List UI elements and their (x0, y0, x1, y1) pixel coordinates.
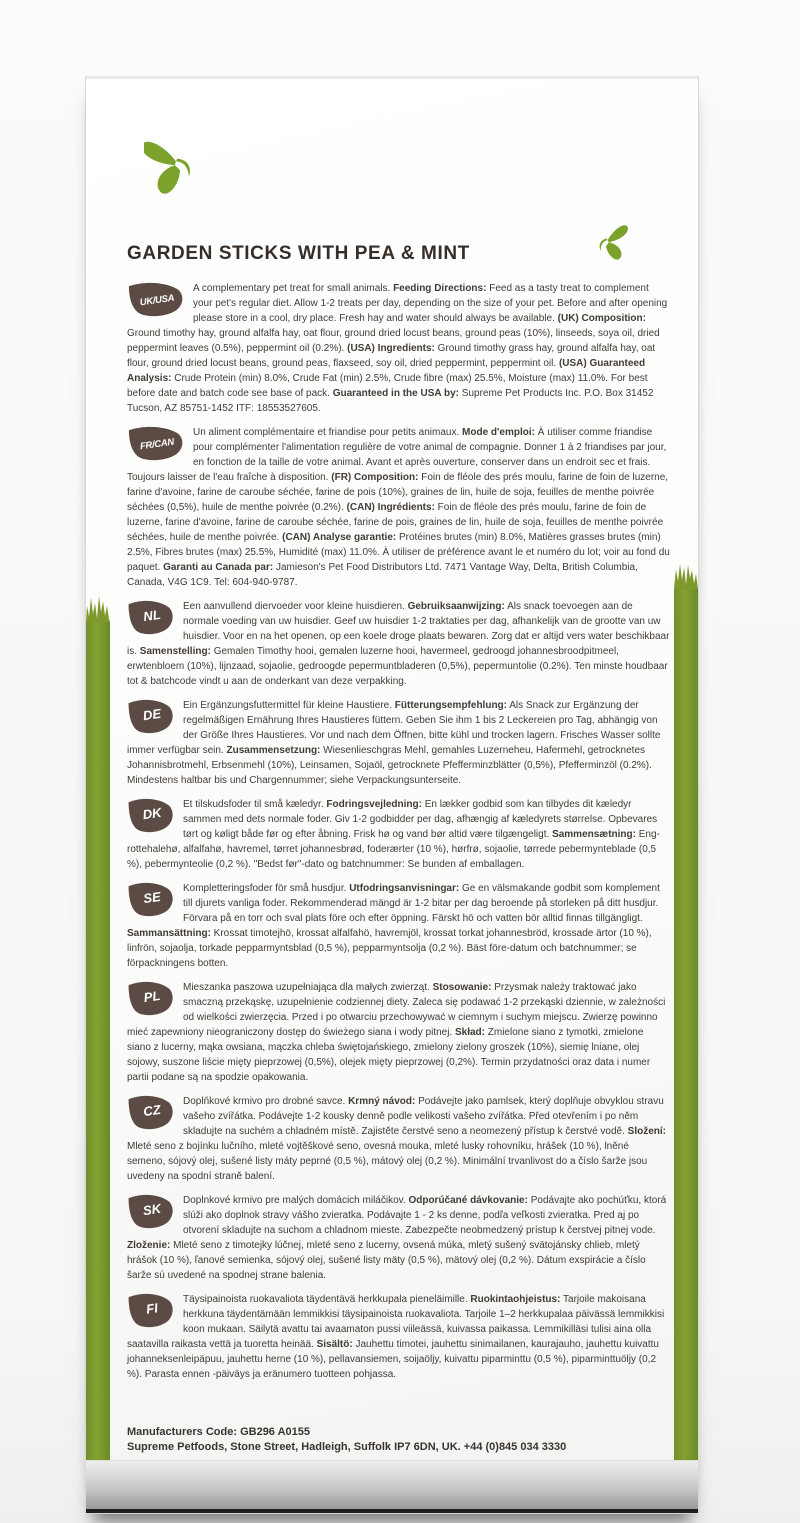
language-section (127, 698, 670, 788)
grass-edge-right (674, 588, 698, 1465)
language-badge-label: SE (142, 888, 162, 907)
language-badge (127, 425, 184, 462)
label-content (127, 243, 670, 1391)
language-badge-label: DE (142, 705, 162, 724)
section-text: Un aliment complémentaire et friandise pour petits animaux. Mode d'emploi: À utiliser comme friandise pour complémenter l'alimentation regulière de votre animal de compagnie. Donner 1 à 2 friandises par jour, en fonction de la taille de votre animal. Avant et après ouverture, conserver dans un endroit sec et frais. Toujours laisser de l'eau fraîche à disposition. (FR) Composition: Foin de fléole des prés moulu, farine de foin de luzerne, farine d'avoine, farine de caroube séchée, farine de pois (10%), graines de lin, huile de soja, feuilles de menthe poivrée séchées (0,5%), huile de menthe poivrée (0.2%). (CAN) Ingrédients: Foin de fléole des prés moulu, farine de foin de luzerne, farine d'avoine, farine de caroube séchée, farine de pois, graines de lin, huile de soja, feuilles de menthe poivrée séchées, huile de menthe poivrée. (CAN) Analyse garantie: Protéines brutes (min) 8.0%, Matières grasses brutes (min) 2.5%, Fibres brutes (max) 25.5%, Humidité (max) 11.0%. À utiliser de préférence avant le et numéro du lot; voir au fond du paquet. Garanti au Canada par: Jamieson's Pet Food Distributors Ltd. 7471 Vantage Way, Delta, British Columbia, Canada, V4G 1C9. Tel: 604-940-9787. (127, 427, 670, 588)
manufacturer-code: Manufacturers Code: GB296 A0155 (127, 1426, 310, 1438)
language-badge-label: PL (142, 987, 162, 1006)
manufacturer-address: Supreme Petfoods, Stone Street, Hadleigh, Suffolk IP7 6DN, UK. +44 (0)845 034 3330 (127, 1441, 567, 1453)
section-text: Ein Ergänzungsfuttermittel für kleine Haustiere. Fütterungsempfehlung: Als Snack zur Ergänzung der regelmäßigen Ernährung Ihres Haustieres füttern. Geben Sie ihm 1 bis 2 Leckereien pro Tag, abhängig von der Größe Ihres Haustieres. Vor und nach dem Öffnen, bitte kühl und trocken lagern. Frisches Wasser sollte immer verfügbar sein. Zusammensetzung: Wiesenlieschgras Mehl, gemahles Luzerneheu, Hafermehl, getrocknetes Johannisbrotmehl, Erbsenmehl (10%), Leinsamen, Sojaöl, getrocknete Pfefferminzblätter (0,5%), Pfefferminzöl (0.2%). Mindestens haltbar bis und Chargennummer; siehe Verpackungsunterseite. (127, 700, 661, 786)
language-badge (127, 1094, 174, 1131)
section-text: Kompletteringsfoder för små husdjur. Utfodringsanvisningar: Ge en välsmakande godbit som komplement till djurets vanliga foder. Rekommenderad mängd är 1-2 bitar per dag beroende på storleken på ditt husdjur. Förvara på en torr och sval plats före och efter öppning. Färskt hö och vatten bör alltid finnas tillgängligt. Sammansättning: Krossat timotejhö, krossat alfalfahö, havremjöl, krossat torkat johannesbröd, krossade ärtor (10 %), linfrön, sojaolja, torkade pepparmyntsblad (0,5 %), pepparmyntsolja (0,2 %). Bäst före-datum och batchnummer; se förpackningens botten. (127, 883, 660, 969)
language-badge-label: FR/CAN (139, 436, 175, 453)
language-section (127, 599, 670, 689)
manufacturer-info (127, 1425, 670, 1455)
section-text: Mieszanka paszowa uzupełniająca dla małych zwierząt. Stosowanie: Przysmak należy traktować jako smaczną przekąskę, uzupełnienie codziennej diety. Zaleca się podawać 1-2 przekąski dziennie, w zależności od wielkości zwierzęcia. Przed i po otwarciu przechowywać w ciemnym i suchym miejscu. Zwierzę powinno mieć zapewniony nieograniczony dostęp do świeżego siana i wody pitnej. Skład: Zmielone siano z tymotki, zmielone siano z lucerny, mąka owsiana, mączka chleba świętojańskiego, zmielony zielony groszek (10%), siemię lniane, olej sojowy, suszone liście mięty pieprzowej (0,5%), olejek mięty pieprzowej (0,2%). Termin przydatności oraz data i numer partii podane są na spodzie opakowania. (127, 982, 666, 1083)
language-badge-label: CZ (142, 1101, 162, 1120)
language-badge-label: UK/USA (139, 292, 175, 309)
language-badge-label: NL (142, 606, 162, 625)
language-badge (127, 281, 184, 318)
section-text: Een aanvullend diervoeder voor kleine huisdieren. Gebruiksaanwijzing: Als snack toevoegen aan de normale voeding van uw huisdier. Geef uw huisdier 1-2 traktaties per dag, afhankelijk van de grootte van uw huisdier. Voor en na het openen, op een koele droge plaats bewaren. Zorg dat er altijd vers water beschikbaar is. Samenstelling: Gemalen Timothy hooi, gemalen luzerne hooi, havermeel, gedroogd johannesbroodpitmeel, erwtenbloem (10%), lijnzaad, sojaolie, gedroogde pepermuntbladeren (0,5%), pepermuntolie (0.2%). Ten minste houdbaar tot & batchcode vindt u aan de onderkant van deze verpakking. (127, 601, 670, 687)
language-section (127, 797, 670, 872)
section-text: Täysipainoista ruokavaliota täydentävä herkkupala pieneläimille. Ruokintaohjeistus: Tarjoile makoisana herkkuna täydentämään lemmikkisi täysipainoista ruokavaliota. Tarjoile 1–2 herkkupalaa päivässä lemmikkisi koon mukaan. Säilytä avattu tai avaamaton pussi viileässä, kuivassa paikassa. Lemmikilläsi tulisi aina olla saatavilla raikasta vettä ja tuoretta heinää. Sisältö: Jauhettu timotei, jauhettu sinimailanen, kaurajauho, jauhettu kuivattu johanneksenleipäpuu, jauhettu herne (10 %), pellavansiemen, soijaöljy, kuivattu piparminttu (0,5 %), piparminttuöljy (0,2 %). Parasta ennen -päiväys ja eränumero tuotteen pohjassa. (127, 1294, 665, 1380)
grass-fringe-icon (86, 595, 110, 622)
language-badge-label: FI (145, 1300, 159, 1317)
product-title: GARDEN STICKS WITH PEA & MINT (127, 243, 470, 264)
butterfly-icon-large (144, 125, 210, 197)
section-text: Doplňkové krmivo pro drobné savce. Krmný návod: Podávejte jako pamlsek, který doplňuje obvyklou stravu vašeho zvířátka. Podávejte 1-2 kousky denně podle velikosti vašeho zvířátka. Před otevřením i po něm skladujte na suchém a chladném místě. Zajistěte čerstvé seno a neomezený přístup k čerstvé vodě. Složení: Mleté seno z bojínku lučního, mleté vojtěškové seno, ovesná mouka, mleté lusky rohovníku, hrášek (10 %), lněné semeno, sójový olej, sušené listy máty peprné (0,5 %), mátový olej (0,2 %). Minimální trvanlivost do a číslo šarže jsou uvedeny na spodní straně balení. (127, 1096, 667, 1182)
language-section (127, 1292, 670, 1382)
section-text: Doplnkové krmivo pre malých domácich miláčikov. Odporúčané dávkovanie: Podávajte ako pochúťku, ktorá slúži ako doplnok stravy vášho zvieratka. Podávajte 1 - 2 ks denne, podľa veľkosti zvieratka. Pred aj po otvorení skladujte na suchom a chladnom mieste. Zabezpečte neobmedzený prístup k čerstvej pitnej vode. Zloženie: Mleté seno z timotejky lúčnej, mleté seno z lucerny, ovsená múka, mletý sušený svätojánsky chlieb, mletý hrášok (10 %), ľanové semienka, sójový olej, sušené listy mäty (0,5 %), mätový olej (0,2 %). Dátum exspirácie a číslo šarže sú uvedené na spodnej strane balenia. (127, 1195, 667, 1281)
grass-edge-left (86, 621, 110, 1465)
package-back-panel (85, 76, 699, 1514)
section-text: Et tilskudsfoder til små kæledyr. Fodringsvejledning: En lækker godbid som kan tilbydes dit kæledyr sammen med dets normale foder. Giv 1-2 godbidder per dag, afhængig af kæledyrets størrelse. Opbevares tørt og køligt både før og efter åbning. Frisk hø og vand bør altid være tilgængeligt. Sammensætning: Eng-rottehalehø, alfalfahø, havremel, tørret johannesbrød, foderærter (10 %), hørfrø, sojaolie, tørrede pebermynteblade (0,5 %), pebermynteolie (0,2 %). "Bedst før"-dato og batchnummer: Se bunden af emballagen. (127, 799, 660, 870)
language-badge (127, 980, 174, 1017)
language-badge-label: DK (141, 804, 163, 823)
language-badge-label: SK (142, 1200, 162, 1219)
language-badge (127, 599, 174, 636)
language-badge (127, 797, 174, 834)
grass-fringe-icon (674, 562, 698, 589)
language-section (127, 980, 670, 1085)
language-badge (127, 698, 174, 735)
package-base-fold (86, 1460, 698, 1513)
language-section (127, 425, 670, 590)
section-text: A complementary pet treat for small animals. Feeding Directions: Feed as a tasty treat to complement your pet's regular diet. Allow 1-2 treats per day, depending on the size of your pet. Before and after opening please store in a cool, dry place. Fresh hay and water should always be available. (UK) Composition: Ground timothy hay, ground alfalfa hay, oat flour, ground dried locust beans, ground peas (10%), linseeds, soya oil, dried peppermint leaves (0.5%), peppermint oil (0.2%). (USA) Ingredients: Ground timothy grass hay, ground alfalfa hay, oat flour, ground dried locust beans, ground peas, flaxseed, soy oil, dried peppermint, peppermint oil. (USA) Guaranteed Analysis: Crude Protein (min) 8.0%, Crude Fat (min) 2.5%, Crude fibre (max) 25.5%, Moisture (max) 11.0%. For best before date and batch code see base of pack. Guaranteed in the USA by: Supreme Pet Products Inc. P.O. Box 31452 Tucson, AZ 85751-1452 ITF: 18553527605. (127, 283, 668, 414)
language-badge (127, 1193, 174, 1230)
language-section (127, 281, 670, 416)
language-section (127, 1193, 670, 1283)
language-sections (127, 281, 670, 1382)
language-badge (127, 881, 174, 918)
language-section (127, 1094, 670, 1184)
language-badge (127, 1292, 174, 1329)
language-section (127, 881, 670, 971)
